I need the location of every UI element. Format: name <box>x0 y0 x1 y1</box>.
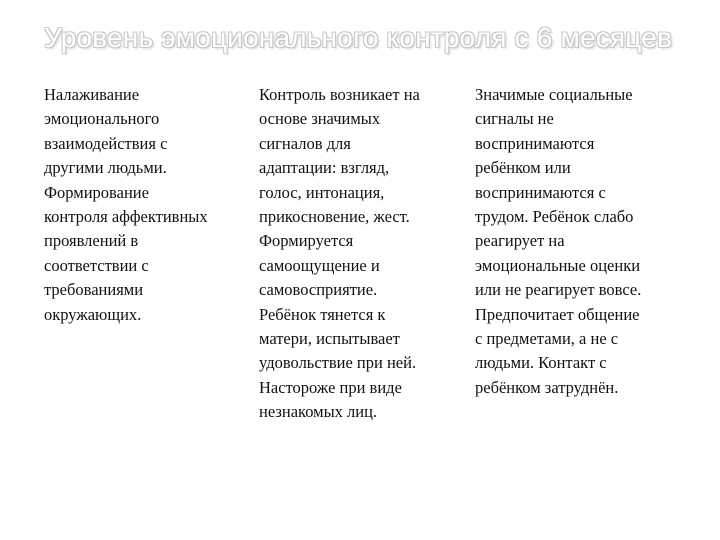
slide-title: Уровень эмоционального контроля с 6 месяцев <box>44 22 673 53</box>
column-control-signals <box>259 83 464 425</box>
text-line: основе значимых <box>259 109 381 129</box>
text-line: ребёнком или <box>475 158 571 178</box>
text-line: людьми. Контакт с <box>475 353 607 373</box>
text-line: Контроль возникает на <box>259 85 420 104</box>
text-line: эмоционального <box>44 109 160 129</box>
text-line: окружающих. <box>44 304 142 324</box>
text-line: самоощущение и <box>259 255 380 275</box>
text-line: адаптации: взгляд, <box>259 158 390 178</box>
text-line: Налаживание <box>44 85 140 104</box>
text-line: контроля аффективных <box>44 207 208 227</box>
text-line: Формируется <box>259 231 354 251</box>
text-line: Формирование <box>44 182 149 202</box>
text-line: эмоциональные оценки <box>475 255 641 275</box>
text-line: самовосприятие. <box>259 280 378 300</box>
text-line: соответствии с <box>44 255 149 275</box>
text-line: реагирует на <box>475 231 565 251</box>
text-line: Настороже при виде <box>259 377 402 397</box>
text-line: сигналов для <box>259 133 351 153</box>
text-line: воспринимаются с <box>475 182 606 202</box>
text-line: удовольствие при ней. <box>259 353 417 373</box>
column-disorder-signs <box>475 83 705 400</box>
column-normal-development <box>44 83 249 327</box>
text-line: с предметами, а не с <box>475 329 619 349</box>
text-line: незнакомых лиц. <box>259 402 378 422</box>
text-line: проявлений в <box>44 231 139 251</box>
text-line: или не реагирует вовсе. <box>475 280 642 300</box>
text-line: сигналы не <box>475 109 554 129</box>
text-line: Предпочитает общение <box>475 304 640 324</box>
text-line: матери, испытывает <box>259 329 400 349</box>
text-line: голос, интонация, <box>259 182 385 202</box>
text-line: прикосновение, жест. <box>259 207 410 227</box>
text-line: трудом. Ребёнок слабо <box>475 207 634 227</box>
text-line: другими людьми. <box>44 158 167 178</box>
text-line: воспринимаются <box>475 133 595 153</box>
text-line: Ребёнок тянется к <box>259 304 386 324</box>
text-line: требованиями <box>44 280 144 300</box>
text-line: взаимодействия с <box>44 133 168 153</box>
text-line: ребёнком затруднён. <box>475 377 619 397</box>
text-line: Значимые социальные <box>475 85 633 104</box>
